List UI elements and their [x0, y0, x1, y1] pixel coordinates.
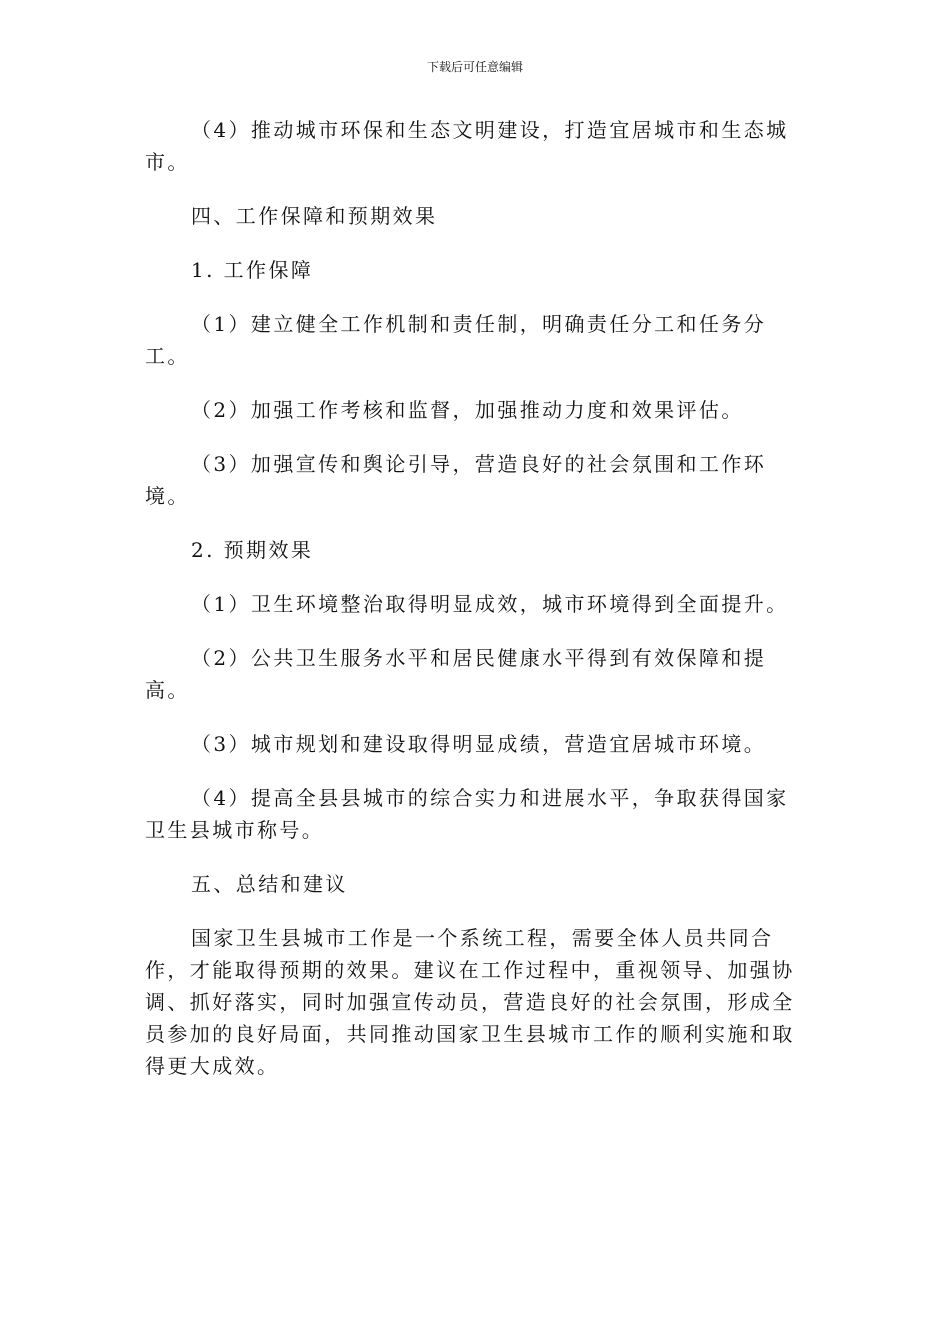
paragraph-guarantee-3: （3）加强宣传和舆论引导，营造良好的社会氛围和工作环境。: [145, 452, 767, 508]
subheading-expected-effects: 2. 预期效果: [191, 538, 314, 562]
section-heading-4: 四、工作保障和预期效果: [191, 204, 438, 228]
paragraph-effect-1: （1）卫生环境整治取得明显成效，城市环境得到全面提升。: [191, 592, 789, 616]
paragraph-effect-4: （4）提高全县县城市的综合实力和进展水平，争取获得国家卫生县城市称号。: [145, 786, 789, 842]
paragraph-summary: 国家卫生县城市工作是一个系统工程，需要全体人员共同合作，才能取得预期的效果。建议在工作过程中，重视领导、加强协调、抓好落实，同时加强宣传动员，营造良好的社会氛围，形成全员参加的良好局面，共同推动国家卫生县城市工作的顺利实施和取得更大成效。: [145, 926, 795, 1078]
section-heading-5: 五、总结和建议: [191, 872, 348, 896]
paragraph-guarantee-1: （1）建立健全工作机制和责任制，明确责任分工和任务分工。: [145, 312, 767, 368]
page-header: 下载后可任意编辑: [426, 60, 523, 74]
paragraph-guarantee-2: （2）加强工作考核和监督，加强推动力度和效果评估。: [191, 398, 744, 422]
subheading-work-guarantee: 1. 工作保障: [191, 258, 314, 282]
paragraph-effect-2: （2）公共卫生服务水平和居民健康水平得到有效保障和提高。: [145, 646, 767, 702]
paragraph-effect-3: （3）城市规划和建设取得明显成绩，营造宜居城市环境。: [191, 732, 767, 756]
paragraph-item-4-environment: （4）推动城市环保和生态文明建设，打造宜居城市和生态城市。: [145, 118, 789, 174]
document-body: [145, 114, 810, 1082]
